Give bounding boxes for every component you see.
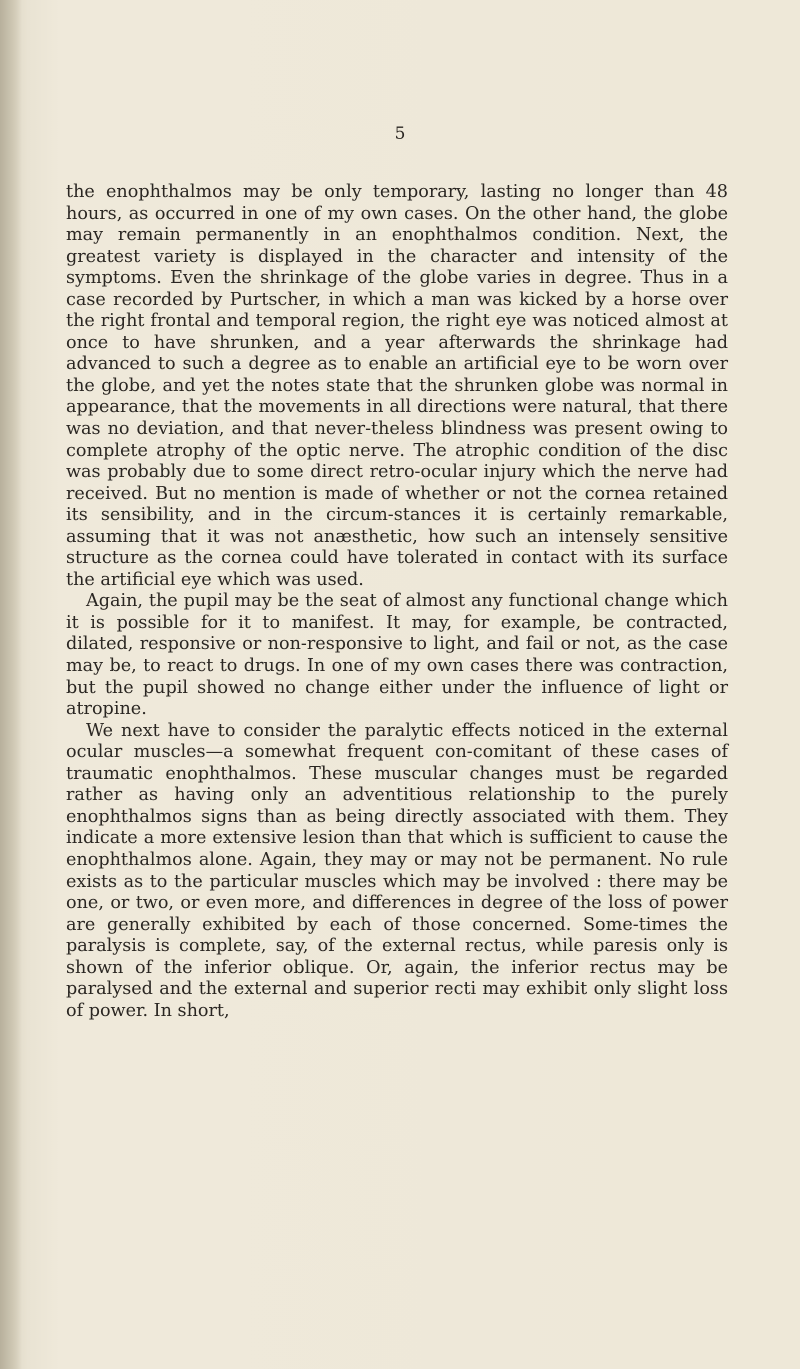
binding-shadow <box>0 0 22 1369</box>
paragraph-1: the enophthalmos may be only temporary, lasting no longer than 48 hours, as occurred in one of my own cases. On the other hand, the globe may remain permanently in an enophthalmos condition. Next, the greatest variety is displayed in the character and intensity of the symptoms. Even the shrinkage of the globe varies in degree. Thus in a case recorded by Purtscher, in which a man was kicked by a horse over the right frontal and temporal region, the right eye was noticed almost at once to have shrunken, and a year afterwards the shrinkage had advanced to such a degree as to enable an artificial eye to be worn over the globe, and yet the notes state that the shrunken globe was normal in appearance, that the movements in all directions were natural, that there was no deviation, and that never-theless blindness was present owing to complete atrophy of the optic nerve. The atrophic condition of the disc was probably due to some direct retro-ocular injury which the nerve had received. But no mention is made of whether or not the cornea retained its sensibility, and in the circum-stances it is certainly remarkable, assuming that it was not anæsthetic, how such an intensely sensitive structure as the cornea could have tolerated in contact with its surface the artificial eye which was used. <box>66 182 728 590</box>
page-number: 5 <box>394 124 406 144</box>
paragraph-3: We next have to consider the paralytic effects noticed in the external ocular muscles—a somewhat frequent con-comitant of these cases of traumatic enophthalmos. These muscular changes must be regarded rather as having only an adventitious relationship to the purely enophthalmos signs than as being directly associated with them. They indicate a more extensive lesion than that which is sufficient to cause the enophthalmos alone. Again, they may or may not be permanent. No rule exists as to the particular muscles which may be involved : there may be one, or two, or even more, and differences in degree of the loss of power are generally exhibited by each of those concerned. Some-times the paralysis is complete, say, of the external rectus, while paresis only is shown of the inferior oblique. Or, again, the inferior rectus may be paralysed and the external and superior recti may exhibit only slight loss of power. In short, <box>66 720 728 1021</box>
body-text <box>66 182 728 1022</box>
paragraph-2: Again, the pupil may be the seat of almost any functional change which it is possible for it to manifest. It may, for example, be contracted, dilated, responsive or non-responsive to light, and fail or not, as the case may be, to react to drugs. In one of my own cases there was contraction, but the pupil showed no change either under the influence of light or atropine. <box>66 591 728 720</box>
